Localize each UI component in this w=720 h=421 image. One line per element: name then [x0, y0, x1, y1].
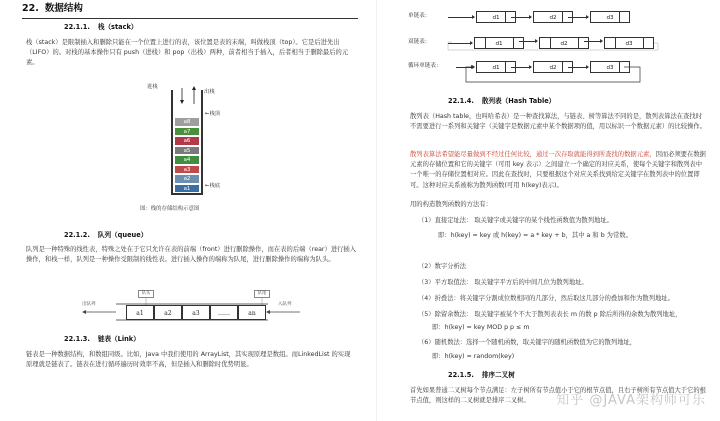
queue-cell: an [238, 305, 266, 320]
queue-cell: a1 [126, 305, 154, 320]
node-value: d1 [492, 15, 500, 21]
bst-paragraph: 首先如果普通二叉树每个节点满足：左子树所有节点值小于它的根节点值，且右子树所有节点值大于它的根节点值，则这样的二叉树就是排序二叉树。 [410, 387, 706, 405]
push-label: 进栈 [147, 84, 158, 90]
hash-method-5: （5）除留余数法： 取关键字被某个不大于散列表表长 m 的数 p 除后所得的余数为散列地址， [418, 311, 682, 318]
section-heading-hash [448, 96, 555, 106]
hash-paragraph-1: 散列表（Hash table，也叫哈希表）是一种查找算法，与链表、树等算法不同的是，散列表算法在查找时不需要进行一系列和关键字（关键字是数据元素中某个数据项的值，用以标识一个数据元素）的比较操作。 [410, 113, 706, 131]
queue-diagram [82, 288, 302, 328]
node-value: d2 [549, 15, 557, 21]
stack-top-label: ←栈顶 [205, 111, 221, 117]
section-number: 22.1.5. [448, 371, 474, 379]
watermark: 知乎 @JAVA架构师可乐 [556, 392, 706, 408]
stack-paragraph: 栈（stack）是限制插入和删除只能在一个位置上进行的表，该位置是表的末端，叫做栈顶（top）。它是后进先出（LIFO）的。对栈的基本操作只有 push（进栈）和 pop（出栈）两种，前者相当于插入，后者相当于删除最后的元素。 [26, 39, 349, 67]
doubly-linked-label: 双链表： [408, 39, 431, 45]
stack-diagram [142, 80, 242, 200]
section-title: 散列表（Hash Table） [481, 97, 556, 105]
stack-cell: a7 [174, 127, 200, 137]
chapter-heading [22, 2, 358, 19]
stack-cell: a8 [174, 117, 200, 127]
circular-linked-label: 循环单链表： [408, 63, 442, 69]
stack-cell: a5 [174, 146, 200, 156]
hash-paragraph-2-rest: 因而必须要在数据元素的存储位置和它的关键字（可用 key 表示）之间建立一个确定的对应关系，使每个关键字和散列表中一个唯一的存储位置相对应。因此在查找时，只要根据这个对应关系找到给定关键字在散列表中的位置即可。这种对应关系被称为散列函数(可用 h(key)表示)。 [410, 151, 706, 189]
enqueue-label: 入队列 [278, 302, 292, 307]
section-title: 排序二叉树 [481, 371, 515, 379]
section-heading-link [64, 334, 140, 344]
stack-cell: a1 [174, 184, 200, 194]
chapter-number: 22. [22, 3, 39, 14]
node-value: d2 [549, 65, 557, 71]
queue-cell: a2 [154, 305, 182, 320]
queue-head-box: 队头 [138, 290, 154, 298]
singly-linked-label: 单链表： [408, 13, 431, 19]
section-title: 队列（queue） [97, 231, 148, 239]
stack-cell: a3 [174, 165, 200, 175]
section-number: 22.1.3. [64, 335, 90, 343]
section-number: 22.1.4. [448, 97, 474, 105]
node-value: d2 [560, 41, 568, 47]
circular-loop-arrow [408, 0, 708, 90]
queue-tail-box: 队尾 [254, 290, 270, 298]
hash-method-5-formula: 即：h(key) = key MOD p p ≤ m [432, 324, 530, 331]
section-heading-queue [64, 230, 147, 240]
linked-list-diagram [408, 0, 708, 90]
section-number: 22.1.2. [64, 231, 90, 239]
section-title: 链表（Link） [97, 335, 140, 343]
chapter-title: 数据结构 [44, 3, 83, 14]
queue-cell: a3 [182, 305, 210, 320]
hash-method-3: （3）平方取值法： 取关键字平方后的中间几位为散列地址。 [418, 279, 588, 286]
section-title: 栈（stack） [97, 23, 138, 31]
section-number: 22.1.1. [64, 23, 90, 31]
hash-paragraph-2 [410, 150, 706, 191]
stack-right-wall [201, 90, 203, 194]
stack-bottom-label: ←栈底 [205, 183, 221, 189]
stack-cell: a4 [174, 155, 200, 165]
hash-method-1-formula: 即：h(key) = key 或 h(key) = a * key + b，其中 a 和 b 为常数。 [438, 232, 632, 239]
node-value: d3 [625, 41, 633, 47]
node-value: d3 [606, 65, 614, 71]
queue-paragraph: 队列是一种特殊的线性表，特殊之处在于它只允许在表的前端（front）进行删除操作，而在表的后端（rear）进行插入操作，和栈一样，队列是一种操作受限制的线性表。进行插入操作的端称为队尾，进行删除操作的端称为队头。 [26, 246, 357, 264]
hash-highlight-text: 散列表算法希望能尽量做到不经过任何比较，通过一次存取就能得到所查找的数据元素， [410, 151, 656, 158]
link-paragraph: 链表是一种数据结构，和数组同级。比如，Java 中我们使用的 ArrayList，其实现原理是数组。而LinkedList 的实现原理就是链表了。链表在进行循环遍历时效率不高，但是插入和删除时优势明显。 [26, 351, 351, 369]
hash-method-4: （4）折叠法：将关键字分割成位数相同的几部分，然后取这几部分的叠加和作为散列地址。 [418, 295, 674, 302]
node-value: d3 [606, 15, 614, 21]
stack-left-wall [171, 90, 173, 194]
pop-label: 出栈 [204, 89, 215, 95]
section-heading-stack [64, 22, 137, 32]
stack-cell: a2 [174, 174, 200, 184]
hash-method-1: （1）直接定址法： 取关键字或关键字的某个线性函数值为散列地址。 [418, 217, 613, 224]
node-value: d1 [495, 41, 503, 47]
stack-cell: a6 [174, 136, 200, 146]
queue-cell: …… [210, 305, 238, 320]
hash-method-6-formula: 即：h(key) = random(key) [432, 353, 515, 360]
node-value: d1 [492, 65, 500, 71]
hash-method-2: （2）数字分析法 [418, 263, 467, 270]
stack-figure-caption: 图：栈的存储结构示意图 [140, 206, 200, 212]
dequeue-label: 出队列 [82, 302, 96, 307]
hash-method-6: （6）随机数法：选择一个随机函数，取关键字的随机函数值为它的散列地址， [418, 339, 637, 346]
section-heading-bst [448, 370, 515, 380]
column-divider [376, 0, 377, 421]
hash-methods-intro: 用的构造散列函数的方法有： [410, 201, 492, 208]
